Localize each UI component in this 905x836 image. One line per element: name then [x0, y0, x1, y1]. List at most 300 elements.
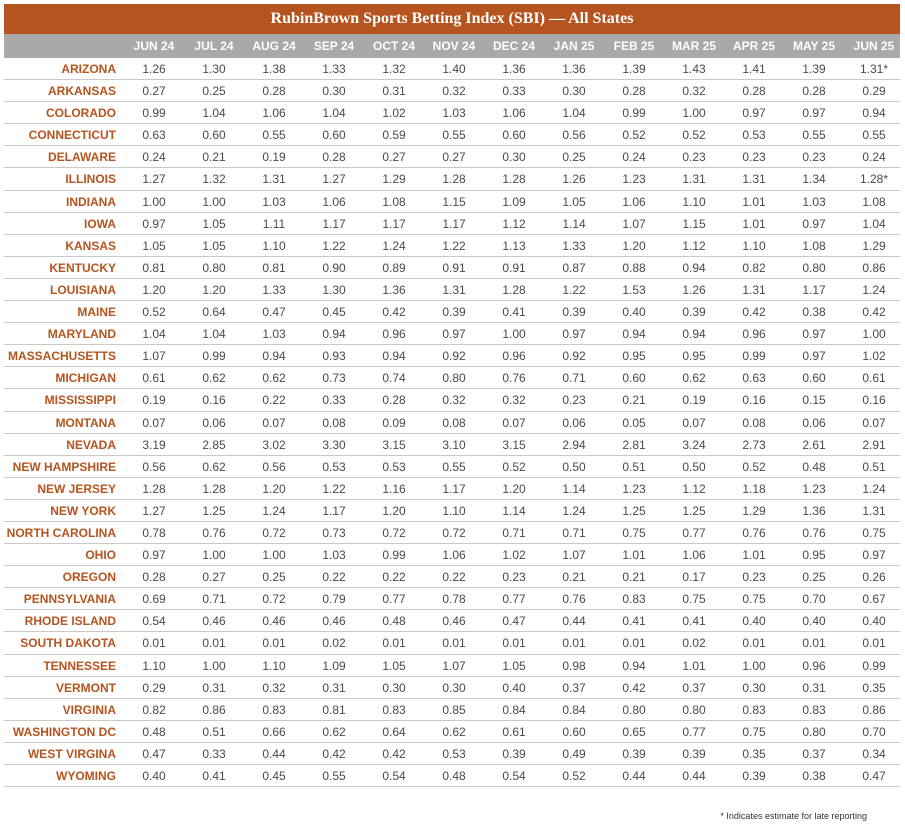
table-cell: 0.53	[382, 459, 406, 474]
table-cell: 1.40	[442, 62, 466, 76]
table-cell: 0.55	[322, 769, 346, 783]
table-cell: 0.41	[202, 769, 226, 783]
table-row	[4, 610, 900, 632]
table-cell: 1.03	[802, 194, 826, 209]
table-cell: 0.81	[142, 260, 166, 275]
table-cell: 1.00	[202, 194, 226, 209]
table-cell: 1.17	[322, 216, 346, 231]
state-label: COLORADO	[46, 106, 116, 121]
table-cell: 1.33	[262, 282, 286, 297]
column-header: JUN 24	[133, 39, 175, 53]
table-cell: 0.84	[502, 702, 526, 717]
state-label: INDIANA	[66, 194, 116, 209]
table-cell: 1.43	[682, 62, 706, 76]
table-cell: 0.96	[382, 327, 406, 342]
table-cell: 0.55	[262, 128, 286, 143]
table-cell: 0.28	[382, 393, 406, 408]
table-cell: 1.33	[322, 62, 346, 76]
table-cell: 0.27	[202, 570, 226, 585]
table-cell: 0.62	[202, 459, 226, 474]
table-cell: 1.22	[442, 238, 466, 253]
table-cell: 0.23	[742, 150, 766, 165]
table-row	[4, 588, 900, 610]
table-cell: 0.99	[202, 349, 226, 364]
table-cell: 0.94	[262, 349, 286, 364]
table-cell: 1.06	[442, 548, 466, 563]
table-cell: 0.32	[442, 393, 466, 408]
state-label: NEW JERSEY	[37, 481, 116, 496]
table-cell: 1.10	[682, 194, 706, 209]
table-cell: 0.23	[502, 570, 526, 585]
table-cell: 1.07	[142, 349, 166, 364]
table-cell: 1.15	[442, 194, 466, 209]
table-cell: 0.40	[802, 614, 826, 629]
table-cell: 0.48	[802, 459, 826, 474]
table-cell: 0.66	[262, 724, 286, 739]
table-cell: 0.55	[442, 128, 466, 143]
table-cell: 1.28	[502, 282, 526, 297]
table-cell: 0.56	[562, 128, 586, 143]
table-cell: 1.02	[382, 106, 406, 121]
state-label: OREGON	[62, 570, 116, 585]
table-cell: 2.91	[862, 437, 886, 452]
table-cell: 1.31	[682, 172, 706, 187]
table-cell: 0.32	[682, 84, 706, 99]
table-cell: 2.73	[742, 437, 766, 452]
table-cell: 0.72	[382, 525, 406, 540]
table-cell: 1.05	[142, 238, 166, 253]
table-cell: 0.41	[502, 305, 526, 320]
table-cell: 0.60	[502, 128, 526, 143]
table-cell: 1.24	[562, 503, 586, 518]
table-cell: 0.75	[862, 525, 886, 540]
table-cell: 0.54	[142, 614, 166, 629]
table-cell: 0.60	[802, 371, 826, 386]
table-row	[4, 743, 900, 765]
table-cell: 0.77	[502, 592, 526, 607]
table-cell: 1.00	[262, 548, 286, 563]
table-cell: 0.76	[802, 525, 826, 540]
table-cell: 0.31	[802, 680, 826, 695]
table-cell: 0.45	[262, 769, 286, 783]
table-cell: 0.44	[562, 614, 586, 629]
table-cell: 0.39	[742, 769, 766, 783]
table-cell: 0.78	[442, 592, 466, 607]
table-cell: 1.04	[202, 327, 226, 342]
table-cell: 0.25	[202, 84, 226, 99]
table-cell: 0.07	[862, 415, 886, 430]
state-label: NORTH CAROLINA	[6, 525, 116, 540]
table-cell: 0.35	[742, 746, 766, 761]
table-cell: 0.86	[202, 702, 226, 717]
table-cell: 1.07	[622, 216, 646, 231]
table-cell: 0.62	[202, 371, 226, 386]
table-cell: 0.84	[562, 702, 586, 717]
table-cell: 1.13	[502, 238, 526, 253]
table-cell: 1.12	[682, 238, 706, 253]
table-cell: 1.31*	[859, 62, 889, 76]
table-cell: 0.51	[862, 459, 886, 474]
table-cell: 0.39	[682, 746, 706, 761]
table-cell: 1.28	[202, 481, 226, 496]
state-label: WASHINGTON DC	[12, 724, 116, 739]
table-cell: 0.61	[142, 371, 166, 386]
table-cell: 1.11	[262, 216, 286, 231]
table-cell: 0.97	[142, 216, 166, 231]
table-cell: 0.71	[202, 592, 226, 607]
table-cell: 0.55	[862, 128, 886, 143]
table-cell: 1.41	[742, 62, 766, 76]
table-cell: 1.00	[202, 548, 226, 563]
table-cell: 1.01	[622, 548, 646, 563]
table-cell: 1.07	[442, 658, 466, 673]
table-cell: 0.27	[382, 150, 406, 165]
table-cell: 0.01	[142, 636, 166, 651]
state-label: ARIZONA	[61, 62, 116, 76]
table-cell: 0.48	[142, 724, 166, 739]
table-cell: 0.82	[742, 260, 766, 275]
table-cell: 1.09	[322, 658, 346, 673]
table-cell: 0.97	[802, 106, 826, 121]
table-cell: 0.99	[622, 106, 646, 121]
table-cell: 0.37	[802, 746, 826, 761]
table-cell: 0.98	[562, 658, 586, 673]
table-cell: 0.51	[202, 724, 226, 739]
table-cell: 1.20	[142, 282, 166, 297]
table-cell: 0.25	[802, 570, 826, 585]
table-cell: 0.02	[682, 636, 706, 651]
table-row	[4, 213, 900, 235]
table-cell: 0.44	[682, 769, 706, 783]
table-row	[4, 191, 900, 213]
table-cell: 0.39	[682, 305, 706, 320]
table-cell: 1.09	[502, 194, 526, 209]
table-cell: 0.75	[742, 592, 766, 607]
table-cell: 2.94	[562, 437, 586, 452]
table-cell: 0.83	[382, 702, 406, 717]
table-cell: 0.73	[322, 525, 346, 540]
table-cell: 0.97	[802, 216, 826, 231]
table-cell: 0.41	[682, 614, 706, 629]
table-cell: 2.81	[622, 437, 646, 452]
table-cell: 1.17	[442, 481, 466, 496]
table-cell: 0.09	[382, 415, 406, 430]
table-cell: 0.26	[862, 570, 886, 585]
table-cell: 0.95	[622, 349, 646, 364]
table-cell: 0.89	[382, 260, 406, 275]
table-cell: 1.28*	[859, 172, 889, 187]
table-cell: 0.23	[562, 393, 586, 408]
table-cell: 1.01	[682, 658, 706, 673]
table-cell: 0.80	[202, 260, 226, 275]
table-row	[4, 699, 900, 721]
table-cell: 0.54	[382, 769, 406, 783]
table-cell: 0.62	[322, 724, 346, 739]
table-cell: 1.32	[382, 62, 406, 76]
table-cell: 0.31	[202, 680, 226, 695]
table-cell: 0.49	[562, 746, 586, 761]
table-cell: 1.05	[382, 658, 406, 673]
column-header: MAY 25	[792, 39, 836, 53]
table-cell: 0.78	[142, 525, 166, 540]
table-cell: 0.32	[262, 680, 286, 695]
table-cell: 0.21	[202, 150, 226, 165]
table-cell: 0.24	[622, 150, 646, 165]
table-cell: 0.01	[502, 636, 526, 651]
table-cell: 0.70	[802, 592, 826, 607]
state-label: ILLINOIS	[65, 172, 116, 187]
table-cell: 0.42	[322, 746, 346, 761]
table-cell: 0.62	[262, 371, 286, 386]
table-row	[4, 124, 900, 146]
table-cell: 1.00	[142, 194, 166, 209]
state-label: VERMONT	[56, 680, 116, 695]
table-cell: 1.04	[202, 106, 226, 121]
table-cell: 0.21	[562, 570, 586, 585]
table-row	[4, 655, 900, 677]
table-cell: 1.23	[802, 481, 826, 496]
table-cell: 0.07	[262, 415, 286, 430]
column-header: OCT 24	[372, 39, 415, 53]
table-cell: 0.52	[502, 459, 526, 474]
table-cell: 1.10	[742, 238, 766, 253]
table-cell: 0.42	[382, 746, 406, 761]
table-cell: 1.27	[142, 503, 166, 518]
table-cell: 0.17	[682, 570, 706, 585]
table-cell: 3.19	[142, 437, 166, 452]
table-cell: 0.61	[862, 371, 886, 386]
table-row	[4, 544, 900, 566]
table-cell: 0.30	[562, 84, 586, 99]
table-cell: 1.03	[322, 548, 346, 563]
table-cell: 0.30	[322, 84, 346, 99]
table-cell: 0.52	[742, 459, 766, 474]
table-cell: 0.52	[682, 128, 706, 143]
table-cell: 0.22	[382, 570, 406, 585]
table-cell: 0.40	[622, 305, 646, 320]
state-label: MICHIGAN	[55, 371, 116, 386]
table-cell: 1.04	[142, 327, 166, 342]
table-cell: 1.05	[562, 194, 586, 209]
table-cell: 0.76	[562, 592, 586, 607]
column-header: SEP 24	[313, 39, 355, 53]
table-row	[4, 345, 900, 367]
table-cell: 1.08	[862, 194, 886, 209]
table-cell: 0.52	[622, 128, 646, 143]
table-cell: 0.81	[262, 260, 286, 275]
table-cell: 1.20	[202, 282, 226, 297]
table-cell: 0.39	[562, 305, 586, 320]
table-cell: 0.23	[742, 570, 766, 585]
table-cell: 1.06	[322, 194, 346, 209]
table-cell: 1.04	[862, 216, 886, 231]
table-cell: 1.31	[862, 503, 886, 518]
table-cell: 3.15	[382, 437, 406, 452]
table-cell: 1.26	[682, 282, 706, 297]
table-cell: 0.63	[742, 371, 766, 386]
table-cell: 1.03	[262, 194, 286, 209]
state-label: NEVADA	[66, 437, 116, 452]
table-cell: 1.29	[742, 503, 766, 518]
table-cell: 0.48	[382, 614, 406, 629]
table-cell: 0.06	[802, 415, 826, 430]
table-cell: 0.72	[262, 592, 286, 607]
table-cell: 0.80	[622, 702, 646, 717]
table-cell: 0.99	[862, 658, 886, 673]
table-cell: 0.47	[862, 769, 886, 783]
table-cell: 0.47	[502, 614, 526, 629]
table-cell: 0.38	[802, 305, 826, 320]
table-cell: 0.97	[562, 327, 586, 342]
table-cell: 0.52	[142, 305, 166, 320]
table-row	[4, 389, 900, 411]
table-cell: 1.17	[802, 282, 826, 297]
table-cell: 1.03	[262, 327, 286, 342]
table-cell: 0.16	[742, 393, 766, 408]
table-cell: 1.08	[382, 194, 406, 209]
table-cell: 1.28	[142, 481, 166, 496]
table-cell: 0.05	[622, 415, 646, 430]
state-label: CONNECTICUT	[28, 128, 116, 143]
table-cell: 0.23	[802, 150, 826, 165]
table-cell: 0.76	[202, 525, 226, 540]
table-cell: 0.62	[442, 724, 466, 739]
table-cell: 0.28	[802, 84, 826, 99]
table-row	[4, 500, 900, 522]
table-cell: 0.50	[682, 459, 706, 474]
table-title: RubinBrown Sports Betting Index (SBI) — All States	[4, 4, 900, 34]
table-cell: 0.02	[322, 636, 346, 651]
table-cell: 1.20	[382, 503, 406, 518]
table-cell: 0.37	[682, 680, 706, 695]
table-cell: 0.70	[862, 724, 886, 739]
table-cell: 0.72	[262, 525, 286, 540]
table-cell: 0.71	[502, 525, 526, 540]
table-cell: 1.06	[262, 106, 286, 121]
table-cell: 0.32	[502, 393, 526, 408]
table-cell: 0.33	[202, 746, 226, 761]
table-cell: 1.04	[562, 106, 586, 121]
table-cell: 1.10	[442, 503, 466, 518]
table-cell: 1.00	[742, 658, 766, 673]
table-cell: 0.97	[742, 106, 766, 121]
table-cell: 1.28	[442, 172, 466, 187]
table-cell: 0.23	[682, 150, 706, 165]
state-label: MISSISSIPPI	[44, 393, 116, 408]
table-cell: 0.01	[622, 636, 646, 651]
table-row	[4, 522, 900, 544]
table-cell: 1.16	[382, 481, 406, 496]
table-cell: 0.30	[742, 680, 766, 695]
table-row	[4, 478, 900, 500]
table-cell: 1.31	[262, 172, 286, 187]
table-cell: 0.28	[742, 84, 766, 99]
table-cell: 1.29	[862, 238, 886, 253]
table-row	[4, 58, 900, 80]
table-cell: 0.48	[442, 769, 466, 783]
table-cell: 0.44	[622, 769, 646, 783]
table-cell: 0.21	[622, 570, 646, 585]
table-row	[4, 367, 900, 389]
table-cell: 0.42	[862, 305, 886, 320]
table-cell: 0.93	[322, 349, 346, 364]
table-cell: 0.81	[322, 702, 346, 717]
table-row	[4, 566, 900, 588]
state-label: SOUTH DAKOTA	[20, 636, 116, 651]
table-cell: 0.77	[682, 525, 706, 540]
table-cell: 1.06	[682, 548, 706, 563]
table-cell: 1.08	[802, 238, 826, 253]
table-cell: 0.96	[502, 349, 526, 364]
table-cell: 0.74	[382, 371, 406, 386]
table-cell: 0.86	[862, 260, 886, 275]
table-cell: 0.60	[202, 128, 226, 143]
table-cell: 1.28	[502, 172, 526, 187]
table-cell: 1.25	[202, 503, 226, 518]
table-cell: 1.39	[622, 62, 646, 76]
table-cell: 0.67	[862, 592, 886, 607]
table-cell: 0.01	[802, 636, 826, 651]
table-cell: 0.46	[442, 614, 466, 629]
table-cell: 1.36	[502, 62, 526, 76]
table-cell: 0.83	[742, 702, 766, 717]
state-label: WEST VIRGINA	[27, 746, 116, 761]
state-label: IOWA	[84, 216, 116, 231]
table-cell: 0.61	[502, 724, 526, 739]
table-cell: 0.96	[742, 327, 766, 342]
table-cell: 0.53	[442, 746, 466, 761]
table-cell: 0.25	[562, 150, 586, 165]
table-cell: 0.34	[862, 746, 886, 761]
table-cell: 1.02	[502, 548, 526, 563]
table-cell: 0.97	[442, 327, 466, 342]
table-cell: 0.80	[442, 371, 466, 386]
table-cell: 0.33	[502, 84, 526, 99]
table-cell: 0.40	[502, 680, 526, 695]
table-row	[4, 80, 900, 102]
table-cell: 0.31	[322, 680, 346, 695]
table-cell: 0.46	[202, 614, 226, 629]
table-cell: 0.30	[502, 150, 526, 165]
table-row	[4, 257, 900, 279]
table-row	[4, 765, 900, 787]
table-cell: 0.71	[562, 371, 586, 386]
table-cell: 0.40	[862, 614, 886, 629]
table-cell: 0.83	[262, 702, 286, 717]
table-cell: 0.87	[562, 260, 586, 275]
table-cell: 1.27	[322, 172, 346, 187]
table-cell: 0.22	[322, 570, 346, 585]
table-cell: 0.40	[742, 614, 766, 629]
state-label: KANSAS	[65, 238, 116, 253]
column-header: FEB 25	[613, 39, 655, 53]
table-cell: 0.76	[502, 371, 526, 386]
table-cell: 1.23	[622, 481, 646, 496]
table-cell: 1.39	[802, 62, 826, 76]
table-cell: 3.10	[442, 437, 466, 452]
table-cell: 0.60	[562, 724, 586, 739]
state-label: NEW HAMPSHIRE	[12, 459, 116, 474]
table-cell: 0.01	[382, 636, 406, 651]
table-cell: 0.01	[742, 636, 766, 651]
table-cell: 0.83	[802, 702, 826, 717]
table-cell: 0.94	[862, 106, 886, 121]
table-cell: 2.61	[802, 437, 826, 452]
table-cell: 1.24	[862, 282, 886, 297]
table-cell: 0.01	[562, 636, 586, 651]
table-cell: 0.24	[142, 150, 166, 165]
table-cell: 0.08	[442, 415, 466, 430]
